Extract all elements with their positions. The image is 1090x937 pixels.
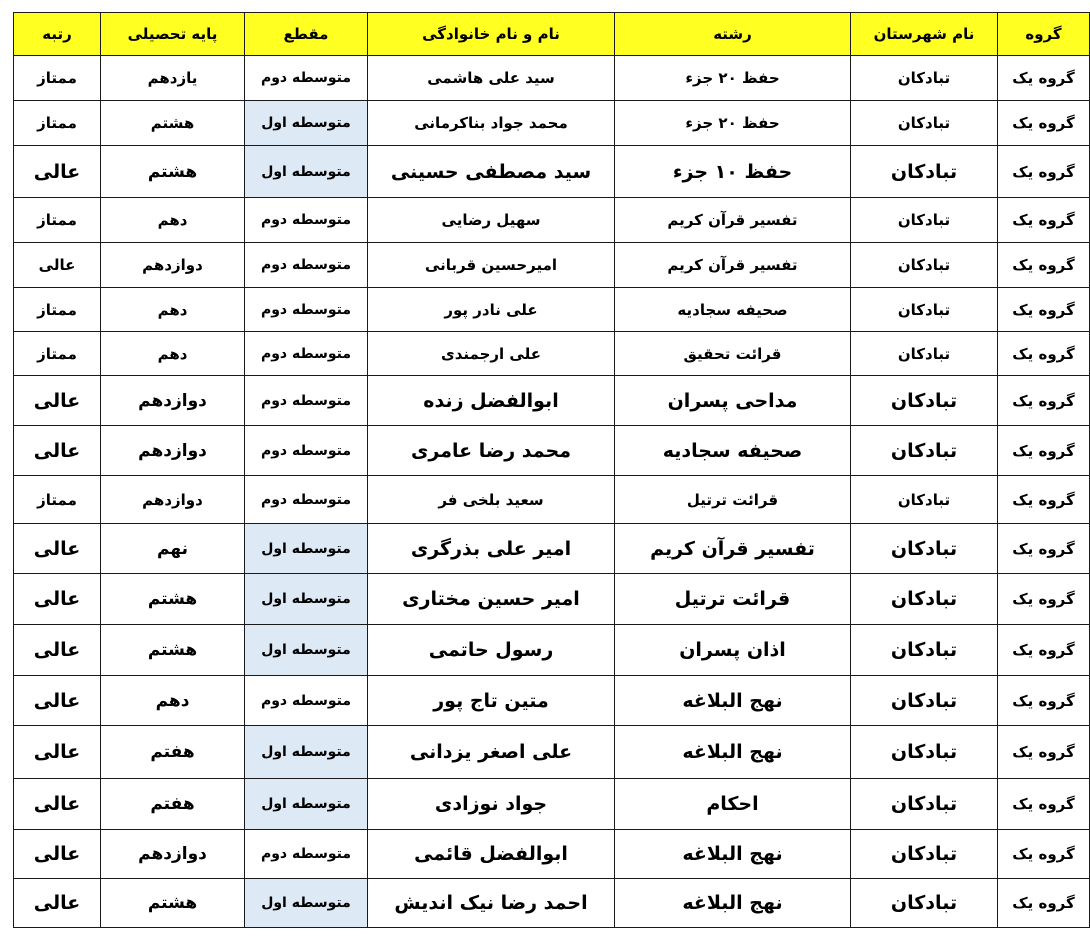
table-row bbox=[14, 574, 1090, 625]
cell-grade: دوازدهم bbox=[101, 426, 245, 476]
cell-name: سعید بلخی فر bbox=[368, 476, 615, 524]
cell-field: تفسیر قرآن کریم bbox=[615, 243, 851, 288]
cell-level: متوسطه دوم bbox=[245, 676, 368, 726]
cell-city: تبادکان bbox=[851, 376, 998, 426]
cell-grade: دوازدهم bbox=[101, 830, 245, 879]
cell-name: امیر علی بذرگری bbox=[368, 524, 615, 574]
cell-city: تبادکان bbox=[851, 243, 998, 288]
cell-level: متوسطه دوم bbox=[245, 243, 368, 288]
cell-rank: ممتاز bbox=[14, 101, 101, 146]
cell-grade: دهم bbox=[101, 676, 245, 726]
cell-name: ابوالفضل قائمی bbox=[368, 830, 615, 879]
table-row bbox=[14, 676, 1090, 726]
header-grade: پایه تحصیلی bbox=[101, 13, 245, 56]
cell-rank: ممتاز bbox=[14, 56, 101, 101]
cell-grade: دهم bbox=[101, 198, 245, 243]
cell-field: صحیفه سجادیه bbox=[615, 426, 851, 476]
cell-name: علی اصغر یزدانی bbox=[368, 726, 615, 779]
cell-grade: هشتم bbox=[101, 879, 245, 928]
table-row bbox=[14, 332, 1090, 376]
cell-rank: عالی bbox=[14, 830, 101, 879]
cell-group: گروه یک bbox=[998, 198, 1090, 243]
table-row bbox=[14, 779, 1090, 830]
cell-field: تفسیر قرآن کریم bbox=[615, 198, 851, 243]
cell-name: احمد رضا نیک اندیش bbox=[368, 879, 615, 928]
cell-name: امیر حسین مختاری bbox=[368, 574, 615, 625]
header-row bbox=[14, 13, 1090, 56]
cell-group: گروه یک bbox=[998, 726, 1090, 779]
cell-city: تبادکان bbox=[851, 830, 998, 879]
cell-group: گروه یک bbox=[998, 376, 1090, 426]
cell-grade: هشتم bbox=[101, 101, 245, 146]
cell-rank: عالی bbox=[14, 779, 101, 830]
cell-grade: نهم bbox=[101, 524, 245, 574]
cell-field: حفظ ۲۰ جزء bbox=[615, 101, 851, 146]
cell-rank: عالی bbox=[14, 376, 101, 426]
cell-group: گروه یک bbox=[998, 625, 1090, 676]
cell-rank: عالی bbox=[14, 574, 101, 625]
cell-level: متوسطه دوم bbox=[245, 56, 368, 101]
table-row bbox=[14, 524, 1090, 574]
table-row bbox=[14, 376, 1090, 426]
cell-level: متوسطه دوم bbox=[245, 332, 368, 376]
cell-name: ابوالفضل زنده bbox=[368, 376, 615, 426]
cell-level: متوسطه اول bbox=[245, 625, 368, 676]
cell-grade: هشتم bbox=[101, 146, 245, 198]
cell-rank: ممتاز bbox=[14, 332, 101, 376]
cell-grade: هفتم bbox=[101, 779, 245, 830]
cell-level: متوسطه اول bbox=[245, 101, 368, 146]
cell-field: اذان پسران bbox=[615, 625, 851, 676]
cell-city: تبادکان bbox=[851, 476, 998, 524]
cell-level: متوسطه دوم bbox=[245, 476, 368, 524]
cell-field: قرائت ترتیل bbox=[615, 476, 851, 524]
table-row bbox=[14, 243, 1090, 288]
cell-level: متوسطه دوم bbox=[245, 830, 368, 879]
cell-grade: دوازدهم bbox=[101, 476, 245, 524]
cell-name: متین تاج پور bbox=[368, 676, 615, 726]
header-group: گروه bbox=[998, 13, 1090, 56]
cell-city: تبادکان bbox=[851, 726, 998, 779]
cell-grade: یازدهم bbox=[101, 56, 245, 101]
cell-group: گروه یک bbox=[998, 243, 1090, 288]
cell-level: متوسطه اول bbox=[245, 574, 368, 625]
table-row bbox=[14, 288, 1090, 332]
cell-rank: عالی bbox=[14, 243, 101, 288]
cell-group: گروه یک bbox=[998, 288, 1090, 332]
cell-rank: ممتاز bbox=[14, 288, 101, 332]
cell-group: گروه یک bbox=[998, 426, 1090, 476]
cell-field: نهج البلاغه bbox=[615, 879, 851, 928]
cell-field: حفظ ۲۰ جزء bbox=[615, 56, 851, 101]
cell-level: متوسطه دوم bbox=[245, 198, 368, 243]
cell-field: احکام bbox=[615, 779, 851, 830]
cell-city: تبادکان bbox=[851, 332, 998, 376]
cell-city: تبادکان bbox=[851, 676, 998, 726]
cell-level: متوسطه دوم bbox=[245, 376, 368, 426]
cell-field: مداحی پسران bbox=[615, 376, 851, 426]
cell-city: تبادکان bbox=[851, 625, 998, 676]
cell-field: تفسیر قرآن کریم bbox=[615, 524, 851, 574]
cell-city: تبادکان bbox=[851, 879, 998, 928]
table-row bbox=[14, 879, 1090, 928]
header-level: مقطع bbox=[245, 13, 368, 56]
table-row bbox=[14, 830, 1090, 879]
header-name: نام و نام خانوادگی bbox=[368, 13, 615, 56]
cell-level: متوسطه دوم bbox=[245, 426, 368, 476]
cell-field: نهج البلاغه bbox=[615, 676, 851, 726]
cell-group: گروه یک bbox=[998, 476, 1090, 524]
results-table bbox=[13, 12, 1090, 928]
cell-group: گروه یک bbox=[998, 101, 1090, 146]
header-city: نام شهرستان bbox=[851, 13, 998, 56]
cell-group: گروه یک bbox=[998, 574, 1090, 625]
cell-rank: عالی bbox=[14, 726, 101, 779]
cell-field: نهج البلاغه bbox=[615, 726, 851, 779]
cell-name: سید علی هاشمی bbox=[368, 56, 615, 101]
cell-name: محمد جواد بناکرمانی bbox=[368, 101, 615, 146]
cell-grade: دوازدهم bbox=[101, 243, 245, 288]
cell-name: علی نادر پور bbox=[368, 288, 615, 332]
table-row bbox=[14, 198, 1090, 243]
table-row bbox=[14, 476, 1090, 524]
cell-group: گروه یک bbox=[998, 830, 1090, 879]
cell-rank: عالی bbox=[14, 625, 101, 676]
cell-group: گروه یک bbox=[998, 779, 1090, 830]
cell-field: قرائت ترتیل bbox=[615, 574, 851, 625]
cell-rank: عالی bbox=[14, 676, 101, 726]
cell-rank: عالی bbox=[14, 879, 101, 928]
cell-name: امیرحسین قربانی bbox=[368, 243, 615, 288]
cell-group: گروه یک bbox=[998, 146, 1090, 198]
cell-name: جواد نوزادی bbox=[368, 779, 615, 830]
cell-city: تبادکان bbox=[851, 56, 998, 101]
cell-level: متوسطه اول bbox=[245, 879, 368, 928]
cell-level: متوسطه اول bbox=[245, 779, 368, 830]
cell-rank: عالی bbox=[14, 146, 101, 198]
cell-group: گروه یک bbox=[998, 332, 1090, 376]
cell-rank: عالی bbox=[14, 524, 101, 574]
cell-group: گروه یک bbox=[998, 676, 1090, 726]
cell-city: تبادکان bbox=[851, 198, 998, 243]
table-row bbox=[14, 726, 1090, 779]
cell-group: گروه یک bbox=[998, 524, 1090, 574]
cell-grade: هشتم bbox=[101, 625, 245, 676]
cell-field: قرائت تحقیق bbox=[615, 332, 851, 376]
cell-city: تبادکان bbox=[851, 101, 998, 146]
table-row bbox=[14, 426, 1090, 476]
cell-grade: هشتم bbox=[101, 574, 245, 625]
cell-field: نهج البلاغه bbox=[615, 830, 851, 879]
cell-city: تبادکان bbox=[851, 524, 998, 574]
cell-city: تبادکان bbox=[851, 426, 998, 476]
cell-name: رسول حاتمی bbox=[368, 625, 615, 676]
cell-grade: دهم bbox=[101, 332, 245, 376]
cell-level: متوسطه اول bbox=[245, 524, 368, 574]
cell-city: تبادکان bbox=[851, 779, 998, 830]
cell-city: تبادکان bbox=[851, 288, 998, 332]
cell-rank: ممتاز bbox=[14, 198, 101, 243]
table-row bbox=[14, 101, 1090, 146]
cell-name: سید مصطفی حسینی bbox=[368, 146, 615, 198]
cell-field: صحیفه سجادیه bbox=[615, 288, 851, 332]
table-row bbox=[14, 146, 1090, 198]
table-row bbox=[14, 56, 1090, 101]
cell-city: تبادکان bbox=[851, 574, 998, 625]
cell-rank: ممتاز bbox=[14, 476, 101, 524]
cell-name: محمد رضا عامری bbox=[368, 426, 615, 476]
cell-field: حفظ ۱۰ جزء bbox=[615, 146, 851, 198]
cell-grade: هفتم bbox=[101, 726, 245, 779]
table-row bbox=[14, 625, 1090, 676]
cell-group: گروه یک bbox=[998, 56, 1090, 101]
cell-name: علی ارجمندی bbox=[368, 332, 615, 376]
header-field: رشته bbox=[615, 13, 851, 56]
cell-level: متوسطه اول bbox=[245, 146, 368, 198]
cell-group: گروه یک bbox=[998, 879, 1090, 928]
cell-grade: دوازدهم bbox=[101, 376, 245, 426]
header-rank: رتبه bbox=[14, 13, 101, 56]
cell-level: متوسطه دوم bbox=[245, 288, 368, 332]
cell-rank: عالی bbox=[14, 426, 101, 476]
cell-level: متوسطه اول bbox=[245, 726, 368, 779]
cell-name: سهیل رضایی bbox=[368, 198, 615, 243]
cell-city: تبادکان bbox=[851, 146, 998, 198]
cell-grade: دهم bbox=[101, 288, 245, 332]
